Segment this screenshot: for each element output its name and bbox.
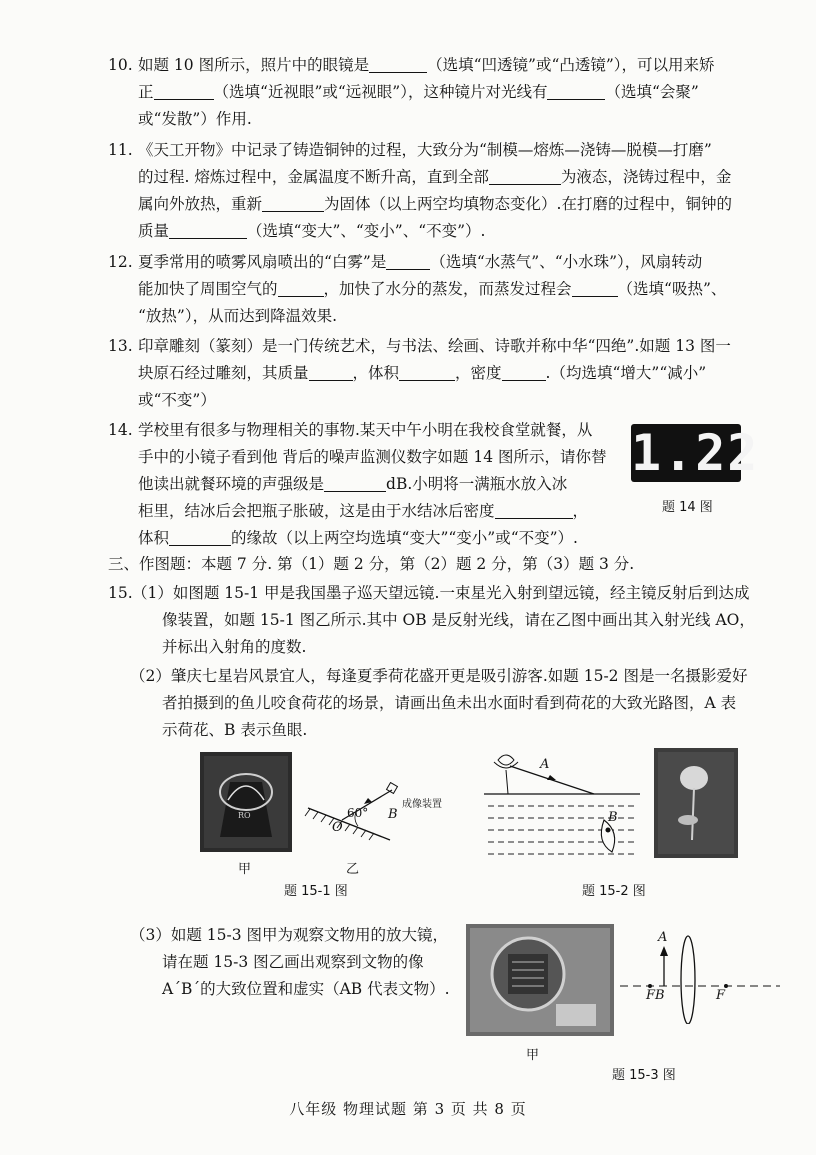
question-text: A´B´的大致位置和虚实（AB 代表文物）.: [162, 980, 450, 998]
question-text: ，加快了水分的蒸发，而蒸发过程会: [323, 280, 572, 298]
point-b-label: B: [608, 810, 618, 825]
question-text: ，体积: [352, 364, 400, 382]
answer-blank[interactable]: [572, 280, 618, 297]
question-text: dB.小明将一满瓶水放入冰: [386, 475, 568, 493]
answer-blank[interactable]: [309, 364, 353, 381]
question-text: 的过程. 熔炼过程中，金属温度不断升高，直到全部: [138, 168, 489, 186]
answer-blank[interactable]: [169, 222, 247, 239]
question-text: 夏季常用的喷雾风扇喷出的“白雾”是: [138, 253, 387, 271]
question-number: 14.: [108, 421, 133, 439]
question-15: [108, 580, 768, 661]
magnifier-photo: [466, 924, 614, 1036]
answer-blank[interactable]: [324, 475, 386, 492]
question-text: 块原石经过雕刻，其质量: [138, 364, 309, 382]
point-a-label: A: [540, 757, 550, 772]
telescope-photo: [200, 752, 292, 852]
answer-blank[interactable]: [386, 253, 430, 270]
imaging-device-label: 成像装置: [402, 799, 442, 810]
question-number: 12.: [108, 253, 133, 271]
question-text: 者拍摄到的鱼儿咬食荷花的场景，请画出鱼未出水面时看到荷花的大致光路图，A 表: [162, 694, 737, 712]
answer-blank[interactable]: [502, 364, 546, 381]
question-text: （选填“近视眼”或“远视眼”），这种镜片对光线有: [213, 83, 548, 101]
focus-b-label: FB: [646, 988, 665, 1003]
question-text: 属向外放热，重新: [138, 195, 263, 213]
question-text: 学校里有很多与物理相关的事物.某天中午小明在我校食堂就餐，从: [138, 421, 593, 439]
question-text: ，密度: [455, 364, 502, 382]
question-text: 能加快了周围空气的: [138, 280, 278, 298]
question-text: （选填“凹透镜”或“凸透镜”），可以用来矫: [427, 56, 715, 74]
question-text: 质量: [138, 222, 170, 240]
question-15-2: [130, 663, 747, 744]
question-text: ，: [572, 502, 589, 520]
question-text: 《天工开物》中记录了铸造铜钟的过程，大致分为“制模—熔炼—浇铸—脱模—打磨”: [138, 141, 712, 159]
question-text: 示荷花、B 表示鱼眼.: [162, 721, 308, 739]
question-text: （选填“吸热”、: [617, 280, 727, 298]
page-footer: 八年级 物理试题 第 3 页 共 8 页: [289, 1100, 527, 1118]
question-text: （2）肇庆七星岩风景宜人，每逢夏季荷花盛开更是吸引游客.如题 15-2 图是一名摄影爱好: [130, 667, 748, 685]
object-top-label: A: [658, 930, 668, 945]
figure-caption: 题 15-3 图: [612, 1068, 676, 1083]
question-text: 并标出入射角的度数.: [162, 638, 307, 656]
question-number: 10.: [108, 56, 133, 74]
figure-caption: 题 14 图: [662, 500, 713, 515]
question-text: 柜里，结冰后会把瓶子胀破，这是由于水结冰后密度: [138, 502, 495, 520]
question-number: 11.: [108, 141, 133, 159]
question-text: 正: [138, 83, 154, 101]
question-text: 体积: [138, 529, 170, 547]
question-text: 印章雕刻（篆刻）是一门传统艺术，与书法、绘画、诗歌并称中华“四绝”.如题 13 图一: [138, 337, 731, 355]
question-text: 或“不变”）: [138, 391, 216, 409]
question-10: [108, 52, 768, 133]
question-text: （3）如题 15-3 图甲为观察文物用的放大镜，: [130, 926, 449, 944]
lotus-photo: [654, 748, 738, 858]
question-text: 手中的小镜子看到他 背后的噪声监测仪数字如题 14 图所示，请你替: [138, 448, 607, 466]
question-13: [108, 333, 768, 414]
question-text: （选填“水蒸气”、“小水珠”），风扇转动: [430, 253, 703, 271]
question-text: 的缘故（以上两空均选填“变大”“变小”或“不变”）.: [231, 529, 578, 547]
answer-blank[interactable]: [547, 83, 605, 100]
figure-caption: 题 15-2 图: [582, 884, 646, 899]
answer-blank[interactable]: [369, 56, 427, 73]
focus-label: F: [716, 988, 726, 1003]
question-12: [108, 249, 768, 330]
figure-label: 乙: [346, 862, 360, 877]
answer-blank[interactable]: [495, 502, 573, 519]
answer-blank[interactable]: [278, 280, 324, 297]
figure-caption: 题 15-1 图: [284, 884, 348, 899]
svg-text:RO: RO: [238, 811, 251, 820]
question-text: 如题 10 图所示，照片中的眼镜是: [138, 56, 370, 74]
question-text: 为液态，浇铸过程中，金: [560, 168, 732, 186]
question-number: 13.: [108, 337, 133, 355]
answer-blank[interactable]: [169, 529, 231, 546]
noise-monitor-display: 1.22: [631, 424, 760, 482]
answer-blank[interactable]: [399, 364, 455, 381]
question-text: 为固体（以上两空均填物态变化）.在打磨的过程中，铜钟的: [324, 195, 732, 213]
question-text: （选填“会聚”: [605, 83, 699, 101]
question-text: （选填“变大”、“变小”、“不变”）.: [247, 222, 486, 240]
question-text: 请在题 15-3 图乙画出观察到文物的像: [162, 953, 424, 971]
answer-blank[interactable]: [154, 83, 214, 100]
point-o-label: O: [332, 820, 343, 835]
question-text: （1）如图题 15-1 甲是我国墨子巡天望远镜.一束星光入射到望远镜，经主镜反射后到达成: [132, 584, 750, 602]
point-b-label: B: [388, 807, 398, 822]
mirror-reflection-diagram: [300, 782, 470, 844]
question-number: 15.: [108, 584, 133, 602]
answer-blank[interactable]: [262, 195, 324, 212]
question-text: “放热”），从而达到降温效果.: [138, 307, 338, 325]
angle-label: 60°: [347, 806, 369, 820]
question-text: 像装置，如题 15-1 图乙所示.其中 OB 是反射光线，请在乙图中画出其入射光线 AO，: [162, 611, 755, 629]
question-15-3: [130, 922, 450, 1003]
convex-lens-diagram: [620, 924, 780, 1024]
question-14: [108, 417, 618, 552]
question-11: [108, 137, 768, 245]
answer-blank[interactable]: [489, 168, 561, 185]
figure-label: 甲: [526, 1048, 540, 1063]
question-text: 他读出就餐环境的声强级是: [138, 475, 325, 493]
section-heading: 三、作图题：本题 7 分. 第（1）题 2 分，第（2）题 2 分，第（3）题 3 分.: [108, 555, 635, 573]
lotus-fish-diagram: [484, 748, 640, 860]
figure-label: 甲: [238, 862, 252, 877]
question-text: 或“发散”）作用.: [138, 110, 252, 128]
question-text: .（均选填“增大”“减小”: [545, 364, 707, 382]
